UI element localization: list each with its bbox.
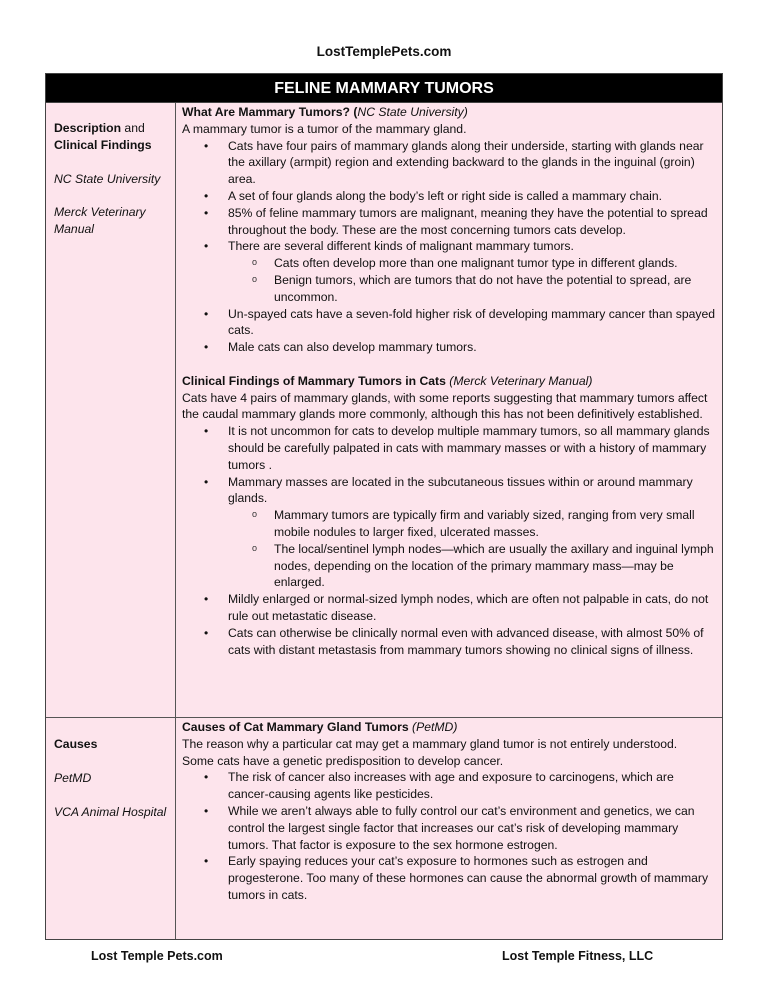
sub-bullet-list (228, 255, 716, 305)
section-source: (PetMD) (412, 720, 458, 734)
category-plain: and (121, 121, 145, 135)
table-title: FELINE MAMMARY TUMORS (46, 74, 722, 103)
sub-list-item: o Cats often develop more than one malignant tumor type in different glands. (228, 255, 716, 272)
row-source: NC State University (54, 171, 161, 186)
section-title: Clinical Findings of Mammary Tumors in Cats (Merck Veterinary Manual) (182, 373, 593, 388)
row-category: Causes (54, 737, 98, 751)
section-title: Causes of Cat Mammary Gland Tumors (PetMD) (182, 720, 458, 734)
info-table (45, 73, 723, 940)
list-item: • A set of four glands along the body’s left or right side is called a mammary chain. (182, 188, 716, 205)
section-intro: Some cats have a genetic predisposition to develop cancer. (182, 753, 504, 768)
footer-right: Lost Temple Fitness, LLC (502, 949, 654, 963)
row-source: PetMD (54, 770, 92, 785)
list-item: • 85% of feline mammary tumors are malignant, meaning they have the potential to spread throughout the body. These are the most concerning tumors cats develop. (182, 205, 716, 239)
table-row-description (46, 103, 722, 717)
list-item: • Un-spayed cats have a seven-fold higher risk of developing mammary cancer than spayed cats. (182, 306, 716, 340)
section-intro: The reason why a particular cat may get a mammary gland tumor is not entirely understood. (182, 736, 678, 751)
category-bold: Clinical Findings (54, 137, 152, 152)
row-source: Merck Veterinary Manual (54, 205, 146, 237)
table-row-causes (46, 717, 722, 939)
sub-list-item: o Mammary tumors are typically firm and variably sized, ranging from very small mobile nodules to larger fixed, ulcerated masses. (228, 507, 716, 541)
sub-bullet-list (228, 507, 716, 591)
spacer (182, 356, 716, 373)
site-title: LostTemplePets.com (316, 44, 452, 59)
row-label-cell (46, 103, 176, 717)
list-item: • Early spaying reduces your cat’s exposure to hormones such as estrogen and progesterone. Too many of these hormones can cause the abnormal growth of mammary tumors in cats. (182, 853, 716, 903)
footer-left: Lost Temple Pets.com (91, 949, 223, 963)
bullet-list (182, 423, 716, 658)
category-bold: Description (54, 121, 122, 135)
bullet-list (182, 769, 716, 903)
section-intro: A mammary tumor is a tumor of the mammary gland. (182, 121, 467, 136)
sub-list-item: o The local/sentinel lymph nodes—which are usually the axillary and inguinal lymph nodes, depending on the location of the primary mammary mass—may be enlarged. (228, 541, 716, 591)
bullet-list (182, 138, 716, 356)
list-item: • It is not uncommon for cats to develop multiple mammary tumors, so all mammary glands should be carefully palpated in cats with mammary masses or with a history of mammary tumors . (182, 423, 716, 473)
section-intro: Cats have 4 pairs of mammary glands, with some reports suggesting that mammary tumors affect the caudal mammary glands more commonly, although this has not been definitively established. (182, 390, 708, 422)
list-item: • There are several different kinds of malignant mammary tumors. o Cats often develop more than one malignant tumor type in different glands. o Benign tumors, which are tumors that do not have the potential to spread, are uncommon. (182, 238, 716, 305)
section-source: NC State University) (357, 105, 468, 119)
list-item: • Male cats can also develop mammary tumors. (182, 339, 716, 356)
section-source: (Merck Veterinary Manual) (449, 373, 593, 388)
row-category (54, 120, 175, 154)
row-source: VCA Animal Hospital (54, 804, 167, 819)
row-content-cell (176, 103, 722, 717)
list-item: • The risk of cancer also increases with age and exposure to carcinogens, which are cancer-causing agents like pesticides. (182, 769, 716, 803)
sub-list-item: o Benign tumors, which are tumors that do not have the potential to spread, are uncommon. (228, 272, 716, 306)
list-item: • While we aren’t always able to fully control our cat’s environment and genetics, we can control the largest single factor that increases our cat’s risk of developing mammary tumors. That factor is exposure to the sex hormone estrogen. (182, 803, 716, 853)
list-item: • Cats can otherwise be clinically normal even with advanced disease, with almost 50% of cats with distant metastasis from mammary tumors showing no clinical signs of illness. (182, 625, 716, 659)
list-item: • Mildly enlarged or normal-sized lymph nodes, which are often not palpable in cats, do not rule out metastatic disease. (182, 591, 716, 625)
list-item: • Cats have four pairs of mammary glands along their underside, starting with glands near the axillary (armpit) region and extending backward to the glands in the inguinal (groin) area. (182, 138, 716, 188)
section-title: What Are Mammary Tumors? (NC State University) (182, 105, 468, 119)
list-item: • Mammary masses are located in the subcutaneous tissues within or around mammary glands. o Mammary tumors are typically firm and variably sized, ranging from very small mobile nodules to larger fixed, ulcerated masses. o The local/sentinel lymph nodes—which are usually the axillary and inguinal lymph nodes, depending on the location of the primary mammary mass—may be enlarged. (182, 474, 716, 592)
row-content-cell (176, 718, 722, 939)
row-label-cell (46, 718, 176, 939)
